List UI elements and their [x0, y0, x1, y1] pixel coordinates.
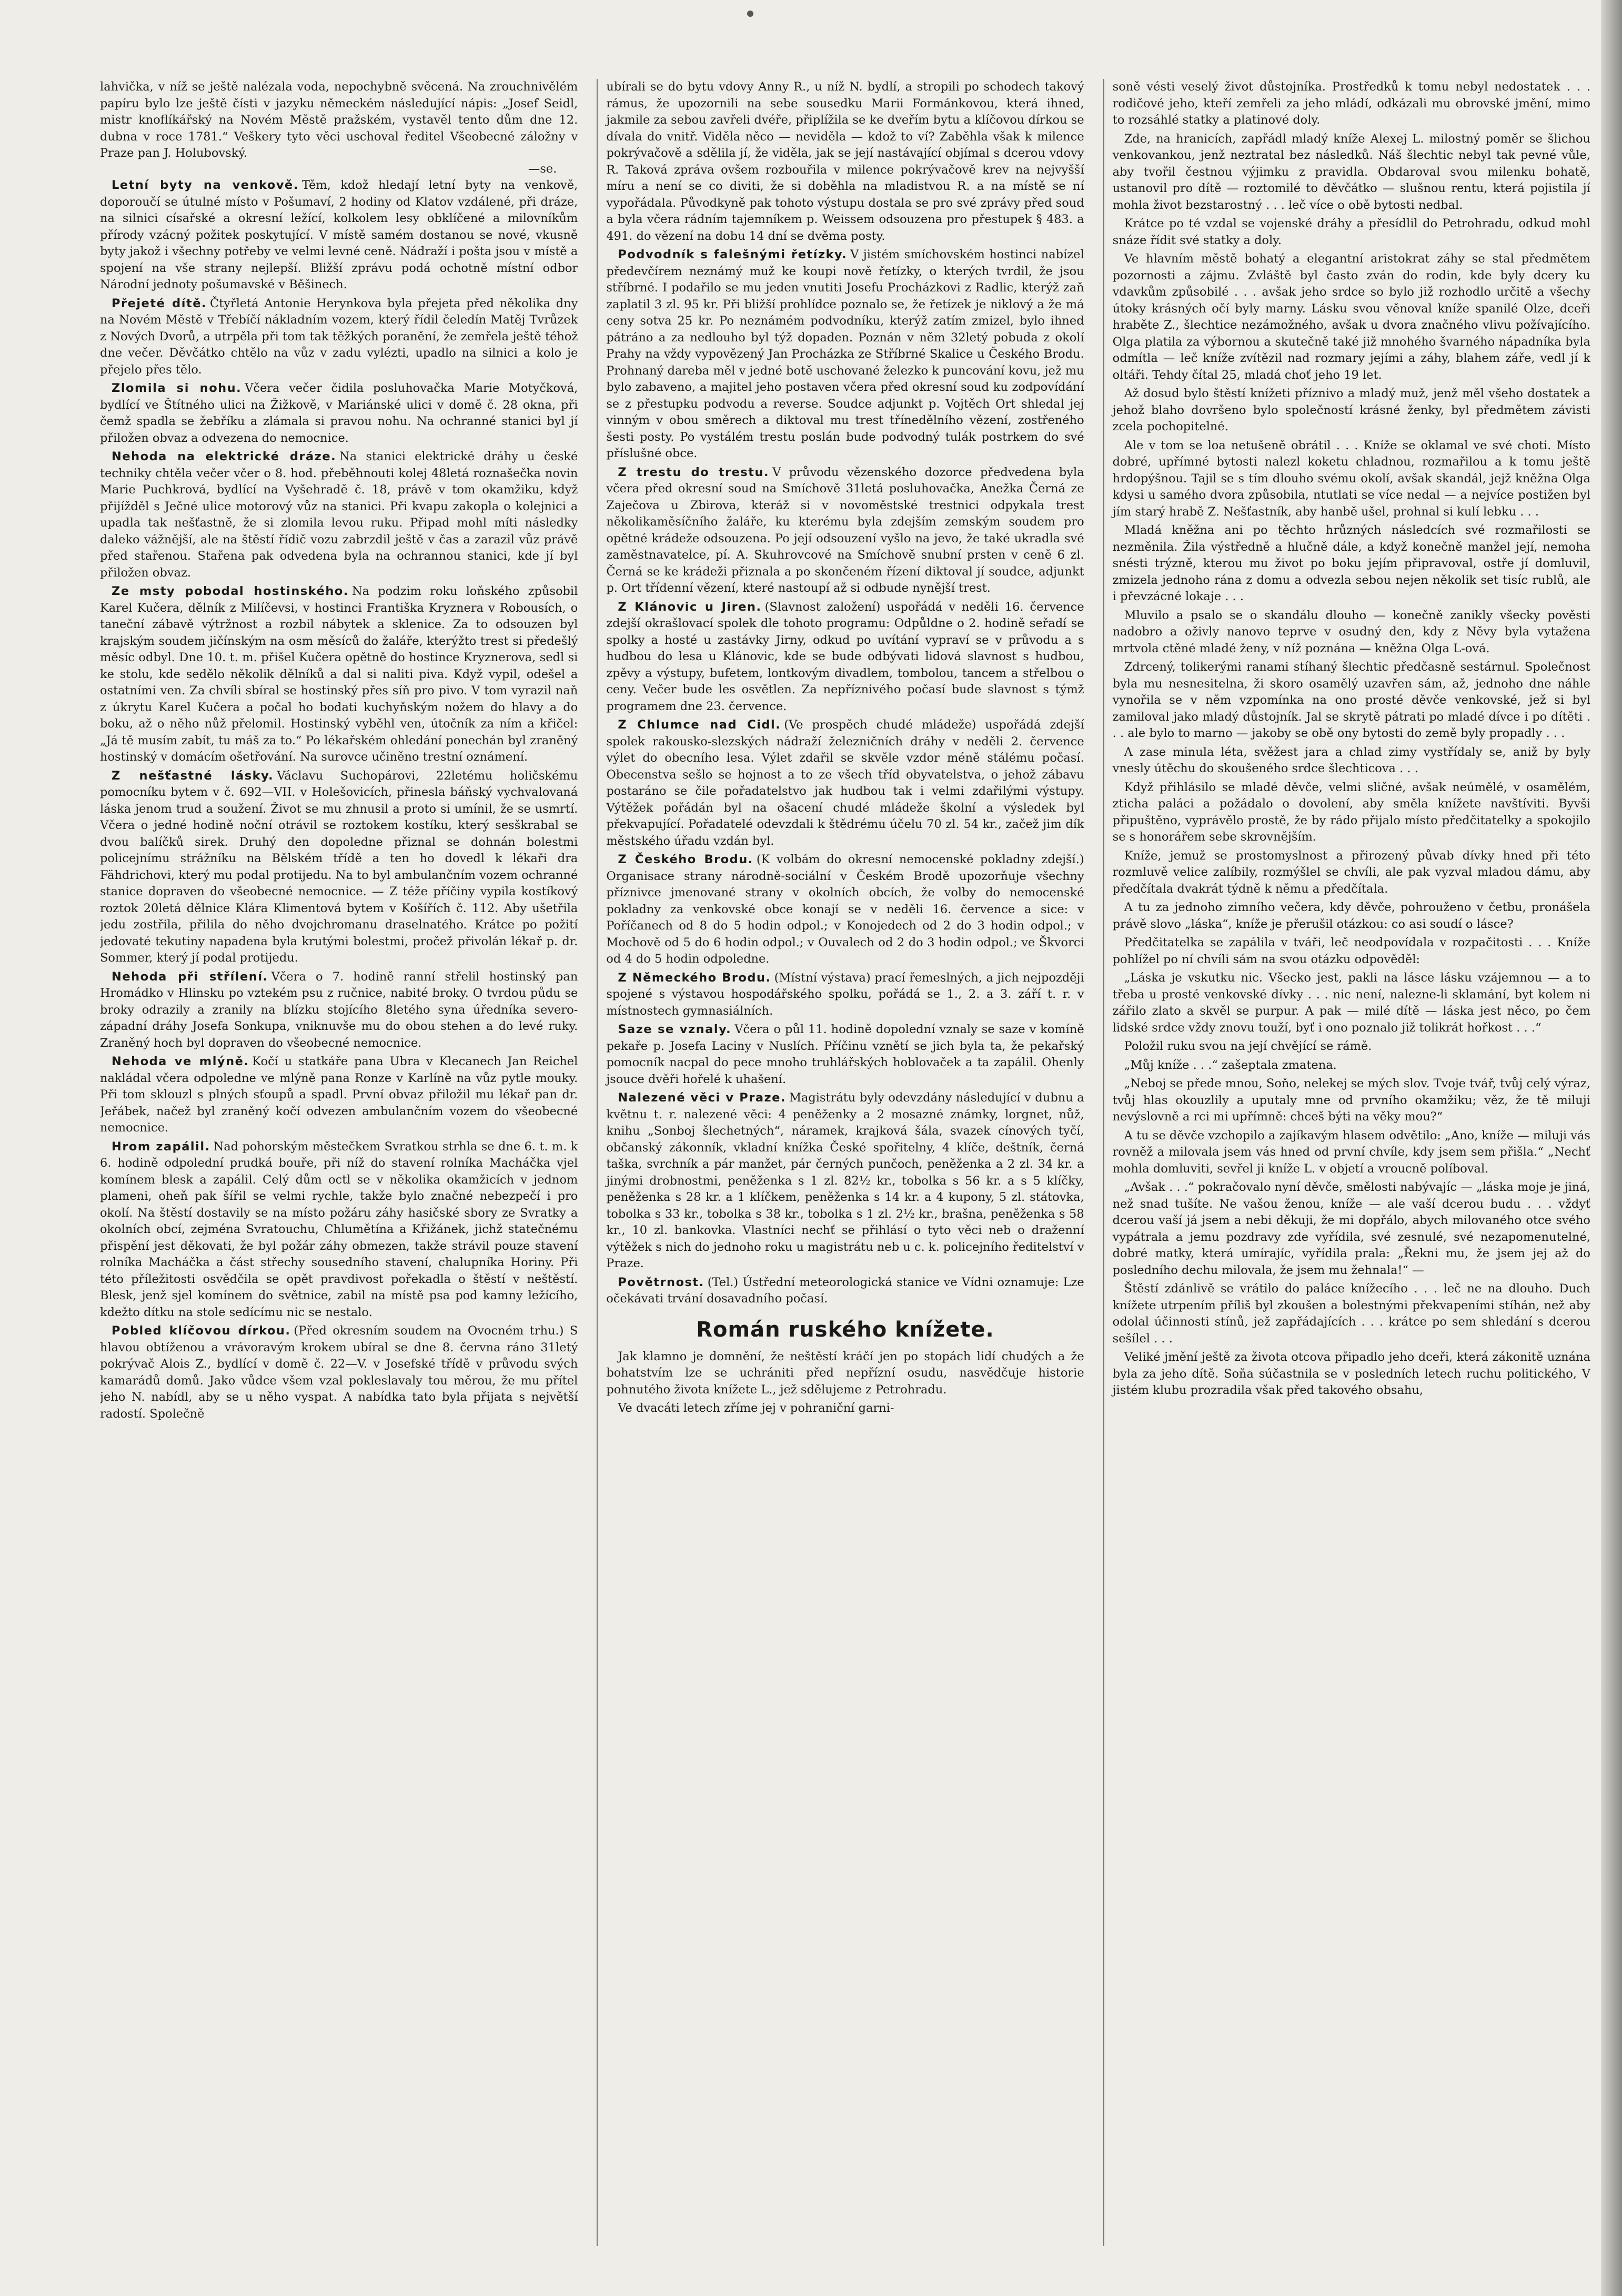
- news-paragraph: [1113, 386, 1590, 436]
- column-1: [100, 79, 578, 2246]
- news-text: Položil ruku svou na její chvějící se rámě.: [1124, 1039, 1372, 1053]
- news-paragraph: [606, 599, 1084, 715]
- news-text: Včera večer čidila posluhovačka Marie Motyčková, bydlící ve Štítného ulici na Žižkově, v Mariánské ulici v domě č. 28 okna, při čemž spadla se žebříku a zlámala si pravou nohu. Na ochranné stanici byl jí přiložen obvaz a odvezena do nemocnice.: [100, 381, 578, 445]
- news-rubric: Z nešťastné lásky.: [112, 768, 274, 783]
- news-rubric: Nehoda ve mlýně.: [112, 1055, 249, 1068]
- news-text: Když přihlásilo se mladé děvče, velmi sličné, avšak neúmělé, v osamělém, zticha paláci a požádalo o dovolení, aby směla knížete navštíviti. Byvši připuštěno, vyprávělo prostě, že by rádo přijalo místo předčitatelky a spokojilo se s honorářem sebe skrovnějším.: [1112, 780, 1590, 844]
- news-rubric: Zlomila si nohu.: [112, 381, 242, 395]
- news-text: Čtyřletá Antonie Herynkova byla přejeta před několika dny na Novém Městě v Třebíčí nákladním vozem, který řídil čeledín Matěj Tvrůzek z Nových Dvorů, a utrpěla při tom tak těžkých poranění, že zemřela ještě téhož dne večer. Děvčátko chtělo na vůz v zadu vylézti, upadlo na silnici a kolo je přejelo přes tělo.: [100, 296, 578, 377]
- news-paragraph: [606, 852, 1084, 968]
- news-rubric: Z Klánovic u Jiren.: [618, 600, 762, 614]
- news-paragraph: [1113, 251, 1590, 383]
- news-paragraph: [100, 583, 578, 766]
- news-text: ubírali se do bytu vdovy Anny R., u níž N. bydlí, a stropili po schodech takový rámus, že upozornili na sebe sousedku Marii Formánkovou, která ihned, jakmile za sebou zavřeli dvéře, připlížila se ke dveřím bytu a klíčovou dírkou se dívala do vnitř. Viděla něco — neviděla — kdož to ví? Zaběhla však k milence pokrývačově a sdělila jí, že viděla, jak se její nastávající objímal s dcerou vdovy R. Taková zpráva ovšem rozbouřila v milence pokrývačově krev na nejvyšší míru a není se co diviti, že si doběhla na mladistvou R. a na místě se ní vypořádala. Původkyně pak tohoto výstupu dostala se pro své zprávy před soud a byla včera rádním tajemníkem p. Weissem odsouzena pro přestupek § 483. a 491. do vězení na dobu 14 dní se dvěma posty.: [606, 80, 1084, 243]
- news-rubric: Povětrnost.: [618, 1275, 704, 1289]
- news-rubric: Hrom zapálil.: [112, 1139, 210, 1154]
- news-text: soně vésti veselý život důstojníka. Prostředků k tomu nebyl nedostatek . . . rodičové jeho, kteří zemřeli za jeho mládí, odkázali mu obrovské jmění, mimo to rozsáhlé statky a platinové doly.: [1112, 80, 1590, 127]
- news-text: (Před okresním soudem na Ovocném trhu.) S hlavou obtíženou a vrávoravým krokem ubíral se dne 8. června ráno 31letý pokrývač Alois Z., bydlící v domě č. 22—V. v Josefské třídě v průvodu svých kamarádů domů. Jako vůdce všem vzal pokleslavaly tou měrou, že mu přítel jeho N. nabídl, aby se u něho vyspat. A nabídka tato byla přijata s největší radostí. Společně: [100, 1324, 578, 1421]
- news-paragraph: [1113, 1281, 1590, 1347]
- column-2: [597, 79, 1084, 2246]
- news-paragraph: [1113, 438, 1590, 521]
- news-paragraph: [100, 768, 578, 967]
- news-text: „Neboj se přede mnou, Soňo, nelekej se mých slov. Tvoje tvář, tvůj celý výraz, tvůj hlas okouzlily a uputaly mne od prvního okamžiku; věz, že tě miluji nevýslovně a rci mi upřímně: chceš býti na věky mou?“: [1112, 1077, 1590, 1124]
- news-paragraph: [1113, 131, 1590, 214]
- news-text: Mladá kněžna ani po těchto hrůzných následcích své rozmařilosti se nezměnila. Žila výstředně a hlučně dále, a když konečně manžel její, nemoha snésti trýzně, kterou mu život po boku jejím připravoval, ostře jí domluvil, zmizela jednoho rána z domu a odvezla sebou nejen několik set tisíc rublů, ale i převzácné lokaje . . .: [1112, 523, 1590, 603]
- news-paragraph: [606, 464, 1084, 597]
- news-rubric: Nehoda při střílení.: [112, 969, 268, 984]
- news-paragraph: [1113, 1038, 1590, 1055]
- news-text: Včera o půl 11. hodině dopolední vznaly se saze v komíně pekaře p. Josefa Laciny v Nuslích. Příčinu vznětí se jich byla ta, že pekařský pomocník nacpal do pece mnoho truhlářských hoblovaček a ta zapálil. Ohenly jsouce dvěři hořelé k uhašení.: [606, 1023, 1084, 1086]
- page-mark: [747, 11, 753, 17]
- news-paragraph: [100, 449, 578, 581]
- news-paragraph: [1113, 1128, 1590, 1178]
- news-text: Ale v tom se loa netušeně obrátil . . . Kníže se oklamal ve své choti. Místo dobré, upřímné bytosti nalezl koketu chladnou, rozmařilou a k tomu ještě hrdopýšnou. Tajil se s tím dlouho svému okolí, avšak skandál, jejž kněžna Olga kdysi u samého dvora způsobila, ntutlati se více nedal — a nejvíce postižen byl jím starý hrabě Z. Nešťastník, aby hanbě ušel, prohnal si kulí lebku . . .: [1112, 438, 1590, 519]
- news-paragraph: [1113, 608, 1590, 658]
- news-rubric: Přejeté dítě.: [112, 296, 207, 310]
- news-paragraph: [1113, 1179, 1590, 1279]
- news-rubric: Podvodník s falešnými řetízky.: [618, 248, 848, 261]
- columns: [100, 79, 1590, 2246]
- news-text: A tu se děvče vzchopilo a zajíkavým hlasem odvětilo: „Ano, kníže — miluji vás rovněž a milovala jsem vás hned od první chvíle, kdy jsem sem přišla.“ „Nechť mohla domluviti, sevřel ji kníže L. v objetí a vroucně políboval.: [1112, 1128, 1590, 1176]
- news-paragraph: [606, 1275, 1084, 1308]
- news-text: lahvička, v níž se ještě nalézala voda, nepochybně svěcená. Na zrouchnivělém papíru bylo lze ještě čísti v jazyku německém následující nápis: „Josef Seidl, mistr knoflíkářský na Novém Městě pražském, vystavěl tento dům dne 12. dubna v roce 1781.“ Veškery tyto věci uschoval ředitel Všeobecné záložny v Praze pan J. Holubovský.: [100, 80, 578, 160]
- news-paragraph: [1113, 1349, 1590, 1399]
- news-paragraph: [606, 717, 1084, 849]
- news-paragraph: [606, 970, 1084, 1020]
- news-paragraph: [1113, 79, 1590, 129]
- news-rubric: Z Chlumce nad Cidl.: [618, 718, 781, 732]
- news-text: (K volbám do okresní nemocenské pokladny zdejší.) Organisace strany národně-sociální v Českém Brodě upozorňuje všechny příznivce jmenované strany v okolních obcích, že volby do nemocenské pokladny za venkovské obce konají se v neděli 16. července a sice: v Poříčanech od 8 do 5 hodin odpol.; v Konojedech od 2 do 3 hodin odpol.; v Mochově od 5 do 6 hodin odpol.; v Ouvalech od 2 do 3 hodin odpol.; ve Škvorci od 4 do 5 hodin odpoledne.: [606, 853, 1084, 966]
- news-paragraph: [606, 1090, 1084, 1272]
- news-text: Jak klamno je domnění, že neštěstí kráčí jen po stopách lidí chudých a že bohatstvím lze se uchrániti před nepřízní osudu, nasvědčuje historie pohnutého života knížete L., jež sdělujeme z Petrohradu.: [606, 1349, 1084, 1397]
- news-paragraph: [1113, 780, 1590, 846]
- column-3: [1103, 79, 1590, 2246]
- news-paragraph: [606, 1400, 1084, 1417]
- news-paragraph: [606, 1349, 1084, 1399]
- news-paragraph: [100, 969, 578, 1052]
- news-text: Těm, kdož hledají letní byty na venkově, doporoučí se útulné místo v Pošumaví, 2 hodiny od Klatov vzdálené, při dráze, na silnici císařské a okresní ležící, kolkolem lesy obklíčené a milovníkům přírody vzácný požitek poskytující. V místě samém dostanou se nové, vkusně byty jakož i všechny potřeby ve velmi levné ceně. Nádraží i pošta jsou v místě a spojení na vše strany nejlepší. Bližší zprávu podá ochotně místní odbor Národní jednoty pošumavské v Běšinech.: [100, 178, 578, 291]
- news-paragraph: [100, 177, 578, 294]
- news-text: Předčitatelka se zapálila v tváři, leč neodpovídala v rozpačitosti . . . Kníže pohlížel po ní chvíli sám na svou otázku odpověděl:: [1112, 936, 1590, 966]
- news-text: Veliké jmění ještě za života otcova připadlo jeho dceři, která zákonitě uznána byla za jeho dítě. Soňa súčastnila se v posledních letech ruchu politického, V jistém klubu prozradila však před takového obsahu,: [1112, 1350, 1590, 1397]
- news-text: Včera o 7. hodině ranní střelil hostinský pan Hromádko v Hlinsku po vztekém psu z ručnice, nabité broky. O tvrdou půdu se broky odrazily a zranily na blízku stojícího 8letého syna úředníka severo-západní dráhy Josefa Sonkupa, vniknuvše mu do obou stehen a do levé ruky. Zraněný hoch byl dopraven do všeobecné nemocnice.: [100, 969, 578, 1050]
- news-paragraph: [1113, 899, 1590, 933]
- news-paragraph: [100, 296, 578, 379]
- news-text: V průvodu vězenského dozorce předvedena byla včera před okresní soud na Smíchově 31letá posluhovačka, Anežka Černá ze Zaječova u Zbirova, kteráž si v novoměstské trestnici odpykala trest několikaměsíčního žaláře, ku kterému byla zdejším zemským soudem pro opětné krádeže odsouzena. Po její odsouzení vyšlo na jevo, že také ukradla své zaměstnavatelce, pí. A. Skuhrovcové na Smíchově snubní prsten v ceně 6 zl. Černá se ke krádeži přiznala a po skončeném řízení diktoval jí soudce, adjunkt p. Ort třídenní vězení, které nastoupí až si odbude nynější trest.: [606, 465, 1084, 595]
- news-text: Nad pohorským městečkem Svratkou strhla se dne 6. t. m. k 6. hodině odpolední prudká bouře, při níž do stavení rolníka Macháčka vjel komínem blesk a zapálil. Celý dům octl se v několika okamžicích v jednom plameni, oheň pak šířil se velmi rychle, takže bylo značné nebezpečí i pro okolí. Na štěstí dostavily se na místo požáru záhy hasičské sbory ze Svratky a okolních obcí, zejména Svratouchu, Chlumětína a Křižánek, jichž statečnému přispění jest děkovati, že byl požár záhy obmezen, takže strávil pouze stavení rolníka Macháčka a část střechy sousedního stavení, chalupníka Horiny. Při této příležitosti osvědčila se opět pravdivost pořekadla o štěstí v neštěstí. Blesk, jenž sjel komínem do světnice, zabil na místě psa pod kamny ležícího, kdežto dítku na stole sedícímu nic se nestalo.: [100, 1139, 578, 1319]
- news-text: (Slavnost založení) uspořádá v neděli 16. července zdejší okrašlovací spolek dle tohoto programu: Odpůldne o 2. hodině seřadí se spolky a hosté u zastávky Jirny, odkud po uvítání vypraví se v průvodu a s hudbou do lesa u Klánovic, kde se bude odbývati lidová slavnost s hudbou, zpěvy a výstupy, bufetem, lontkovým divadlem, tombolou, tancem a střelbou o ceny. Večer bude les osvětlen. Za nepříznivého počasí bude slavnost s týmž programem dne 23. července.: [606, 600, 1084, 713]
- news-text: (Tel.) Ústřední meteorologická stanice ve Vídni oznamuje: Lze očekávati trvání dosavadního počasí.: [606, 1275, 1084, 1306]
- news-text: Na podzim roku loňského způsobil Karel Kučera, dělník z Milíčevsi, v hostinci Františka Kryznera v Robousích, o taneční zábavě výtržnost a rozbil nábytek a sklenice. Za to odsouzen byl krajským soudem jičínským na osm měsíců do žaláře, kterýžto trest si předešlý měsíc odbyl. Dne 10. t. m. přišel Kučera opětně do hostince Kryznerova, sedl si ke stolu, kde sedělo několik dělníků a dal si naliti piva. Když vypil, odešel a ostatními ven. Za chvíli sbíral se hostinský přes síň pro pivo. V tom vyrazil naň z úkrytu Karel Kučera a počal ho bodati kuchyňským nožem do hlavy a do boku, až o něho nůž přelomil. Hostinský vyběhl ven, útočník za ním a křičel: „Já tě musím zabít, tu máš za to.“ Po lékařském ohledání ponechán byl zraněný hostinský v domácím ošetřování. Na surovce učiněno trestní oznámení.: [100, 584, 578, 764]
- news-text: Na stanici elektrické dráhy u české techniky chtěla večer včer o 8. hod. přeběhnouti kolej 48letá roznašečka novin Marie Puchkrová, bydlící na Vyšehradě č. 18, právě v tom okamžiku, když přijížděl s Ječné ulice motorový vůz na stanici. Při kvapu zakopla o kolejnici a upadla tak nešťastně, že si zlomila levou ruku. Připad mohl míti následky daleko vážnější, ale na štěstí řídič vozu zabrzdil ještě v čas a zarazil vůz právě před stařenou. Stařena pak odvedena byla na ochrannou stanici, kde jí byl přiložen obvaz.: [100, 450, 578, 580]
- scan-edge: [1601, 0, 1622, 2296]
- news-text: A tu za jednoho zimního večera, kdy děvče, pohrouženo v četbu, pronášela právě slovo „láska“, kníže je přerušil otázkou: co asi soudí o lásce?: [1112, 901, 1590, 931]
- news-paragraph: [606, 79, 1084, 245]
- news-paragraph: [100, 79, 578, 162]
- news-rubric: Z trestu do trestu.: [618, 465, 770, 479]
- news-paragraph: [1113, 659, 1590, 742]
- news-paragraph: [1113, 848, 1590, 898]
- news-text: „Láska je vskutku nic. Všecko jest, pakli na lásce lásku vzájemnou — a to třeba u prosté venkovské dívky . . . nic není, nalezne-li sklamání, byt kolem ni zářilo zlato a skvěl se purpur. A pak — milé dítě — láska jest něco, po čem lidské srdce vždy znovu touží, byť i ono poznalo již tolikrát hořkost . . .“: [1112, 971, 1590, 1035]
- news-rubric: Z Německého Brodu.: [618, 970, 771, 985]
- news-text: Až dosud bylo štěstí knížeti příznivo a mladý muž, jenž měl všeho dostatek a jehož blaho dovršeno bylo společností krásné ženky, byl předmětem závisti zcela pochopitelné.: [1112, 387, 1590, 433]
- news-paragraph: [100, 1139, 578, 1321]
- news-text: Kočí u statkáře pana Ubra v Klecanech Jan Reichel nakládal včera odpoledne ve mlýně pana Ronze v Karlíně na vůz pytle mouky. Při tom sklouzl s plných sťoupů a spadl. První obvaz přiložil mu lékař pan dr. Jeřábek, načež byl zraněný kočí odvezen ambulančním vozem do všeobecné nemocnice.: [100, 1055, 578, 1135]
- news-paragraph: [1113, 935, 1590, 968]
- news-text: Krátce po té vzdal se vojenské dráhy a přesídlil do Petrohradu, odkud mohl snáze řídit své statky a doly.: [1112, 217, 1590, 247]
- author-sign: —se.: [528, 161, 557, 176]
- news-text: V jistém smíchovském hostinci nabízel předevčírem neznámý muž ke koupi nově řetízky, o kterých tvrdil, že jsou stříbrné. I podařilo se mu jeden vnutiti Josefu Procházkovi z Radlic, kterýž zaň zaplatil 3 zl. 95 kr. Při bližší prohlídce poznalo se, že řetízek je niklový a že má ceny sotva 25 kr. Po neznámém podvodníku, kterýž zatím zmizel, bylo ihned pátráno a za nedlouho byl týž dopaden. Poznán v něm 32letý pobuda z okolí Prahy na vždy vypovězený Jan Procházka ze Stříbrné Skalice u Českého Brodu. Prohnaný dareba měl v jedné botě uschované železko k puncování kovu, jež mu bylo zabaveno, a majitel jeho postaven včera před okresní soud ku zodpovídání se z přestupku podvodu a reverse. Soudce adjunkt p. Vojtěch Ort shledal jej vinným v obou směrech a diktoval mu trest třínedělního vězení, zostřeného šesti posty. Po vystálém trestu poslán bude podvodný tulák postrkem do své příslušné obce.: [606, 248, 1084, 460]
- news-paragraph: [1113, 744, 1590, 777]
- news-rubric: Nehoda na elektrické dráze.: [112, 450, 337, 463]
- news-text: Zde, na hranicích, zapřádl mladý kníže Alexej L. milostný poměr se šlichou venkovankou, jenž neztratal bez následků. Náš šlechtic nebyl tak pevné vůle, aby tvořil čestnou výjimku z pravidla. Obdaroval svou milenku bohatě, ustanovil pro dítě — roztomilé to děvčátko — slušnou rentu, která pojistila jí mohla život bezstarostný . . . leč více o obě bytosti nedbal.: [1112, 132, 1590, 212]
- news-paragraph: [1113, 522, 1590, 605]
- news-text: Mluvilo a psalo se o skandálu dlouho — konečně zanikly všecky pověsti nadobro a oživly nanovo teprve v osudný den, kdy z Něvy byla vytažena mrtvola ctěné mladé ženy, v níž poznána — kněžna Olga L-ová.: [1112, 608, 1590, 655]
- news-rubric: Saze se vznaly.: [618, 1023, 732, 1036]
- article-heading: Román ruského knížete.: [696, 1317, 994, 1342]
- news-text: Václavu Suchopárovi, 22letému holičskému pomocníku bytem v č. 692—VII. v Holešovicích, přinesla báňský vychvalovaná láska jenom trud a soužení. Život se mu zhnusil a proto si umínil, že se usmrtí. Včera o jedné hodině noční otrávil se roztokem kostíku, který sesškrabal se dvou balíčků sirek. Druhý den dopoledne přiznal se dohnán bolestmi policejnímu strážníku na Bělském třídě a ten ho dovedl k lékaři dra Fähdrichovi, který mu podal protijedu. Na to byl ambulančním vozem ochranné stanice dopraven do všeobecné nemocnice. — Z téže příčiny vypila kostíkový roztok 20letá dělnice Klára Klimentová bytem v Košířích č. 112. Aby ušetřila jedu zostřila, přilila do něho dvojchromanu draselnatého. Krátce po požití jedovaté tekutiny napadena byla krutými bolestmi, pročež přivolán lékař p. dr. Sommer, který jí podal protijedu.: [100, 768, 578, 965]
- news-paragraph: [1113, 1057, 1590, 1074]
- news-text: Ve dvacáti letech zříme jej v pohraniční garni-: [618, 1401, 894, 1415]
- news-rubric: Letní byty na venkově.: [112, 178, 299, 192]
- news-paragraph: [100, 1323, 578, 1422]
- news-paragraph: [1113, 970, 1590, 1036]
- news-text: „Můj kníže . . .“ zašeptala zmatena.: [1124, 1058, 1337, 1072]
- news-paragraph: [100, 380, 578, 447]
- news-paragraph: [1113, 216, 1590, 249]
- news-text: Magistrátu byly odevzdány následující v dubnu a květnu t. r. nalezené věci: 4 peněženky a 2 mosazné známky, lorgnet, nůž, knihu „Sonboj šlechetných“, náramek, krajková šála, svazek cínových tyčí, občanský zákonník, vkladní knížka České spořitelny, 4 klíče, deštník, černá taška, svrchník a pár manžet, pár černých punčoch, peněženka a 2 zl. 34 kr. a jinými drobnostmi, peněženka s 1 zl. 82½ kr., tobolka s 56 kr. a s 5 klíčky, peněženka s 28 kr. a 1 klíčkem, peněženka s 14 kr. a 4 kupony, 5 zl. státovka, tobolka s 33 kr., tobolka s 38 kr., tobolka s 1 zl. 2½ kr., brašna, peněženka s 58 kr., 10 zl. bankovka. Vlastníci nechť se přihlásí o tyto věci neb o draženní výtěžek s nich do jednoho roku u magistrátu neb u c. k. policejního ředitelství v Praze.: [606, 1091, 1084, 1270]
- news-text: (Místní výstava) prací řemeslných, a jich nejpozději spojené s výstavou hospodářského spolku, pořádá se 1., 2. a 3. září t. r. v místnostech gymnasiálních.: [606, 970, 1084, 1018]
- news-text: Štěstí zdánlivě se vrátilo do paláce knížecího . . . leč ne na dlouho. Duch knížete utrpením příliš byl zkoušen a bolestnými překvapeními stíhán, než aby odolal účinnosti stínů, jež zapřádajících . . . krátce po sem shledání s dcerou sešílel . . .: [1112, 1282, 1590, 1346]
- news-rubric: Pobled klíčovou dírkou.: [112, 1324, 291, 1338]
- news-rubric: Ze msty pobodal hostinského.: [112, 584, 349, 598]
- news-text: Zdrcený, tolikerými ranami stíhaný šlechtic předčasně sestárnul. Společnost byla mu nesnesitelna, ži skoro osamělý uzavřen sám, až, jednoho dne náhle vynořila se v něm vzpomínka na ono prosté děvče venkovské, jež si byl zamiloval jako mladý důstojník. Jal se skrytě pátrati po mladé dívce i po dítěti . . . ale bylo to marno — jakoby se obě ony bytosti do země byly propadly . . .: [1112, 660, 1590, 740]
- news-text: (Ve prospěch chudé mládeže) uspořádá zdejší spolek rakousko-slezských nádraží železničních dráhy v neděli 2. července výlet do obecního lesa. Výlet zdařil se skvěle vzdor méně stálému počasí. Obecenstva sešlo se hojnost a to ze všech tříd obyvatelstva, o jehož zábavu postaráno se čile pořadatelstvo jak hudbou tak i velmi zdařilými výstupy. Výtěžek pořádán byl na ošacení chudé mládeže školní a výsledek byl překvapující. Pořadatelé odevzdali k štědrému účelu 70 zl. 54 kr., začež jim dík městského úřadu vzdán byl.: [606, 718, 1084, 848]
- news-text: Ve hlavním městě bohatý a elegantní aristokrat záhy se stal předmětem pozornosti a zájmu. Zvláště byl často zván do rodin, kde byly dcery ku vdavkům způsobilé . . . avšak jeho srdce so bylo již rozhodlo určitě a všechy útoky krásných očí byly marny. Lásku svou věnoval kníže spanilé Olze, dceři hraběte Z., šlechtice nezámožného, avšak u dvora značného vlivu požívajícího. Olga platila za výbornou a skutečně také již mnohého švarného nápadníka byla odmítla — leč kníže zvítězil nad rozmary jejími a záhy, blahem záře, vedl jí k oltáři. Tehdy čítal 25, mladá choť jeho 19 let.: [1112, 252, 1590, 382]
- news-rubric: Z Českého Brodu.: [618, 853, 753, 866]
- news-paragraph: [100, 1054, 578, 1137]
- news-paragraph: [606, 247, 1084, 462]
- news-text: „Avšak . . .“ pokračovalo nyní děvče, smělosti nabývajíc — „láska moje je jiná, než snad tušíte. Ne vašou ženou, kníže — ale vaší dcerou budu . . . vždyť dcerou vaší já jsem a nebi děkuji, že mi dopřálo, abych milovaného otce svého vypátrala a jemu pozdravy zde vyřídila, své zesnulé, své nezapomenutelné, dobré matky, která umírajíc, vyřídila prala: „Řekni mu, že jsem jej až do posledního dechu milovala, že jsem mu žehnala!“ —: [1112, 1180, 1590, 1277]
- news-rubric: Nalezené věci v Praze.: [618, 1091, 786, 1105]
- news-paragraph: [606, 1021, 1084, 1088]
- news-paragraph: [1113, 1076, 1590, 1126]
- news-text: A zase minula léta, svěžest jara a chlad zimy vystřídaly se, aniž by byly vnesly útěchu do skoušeného srdce šlechticova . . .: [1112, 745, 1590, 775]
- news-text: Kníže, jemuž se prostomyslnost a přirozený půvab dívky hned při této rozmluvě velice zalíbily, rozmýšlel se chvíli, ale pak vyzval mladou dámu, aby předčítala dvakrát týdně k němu a předčítala.: [1112, 848, 1590, 896]
